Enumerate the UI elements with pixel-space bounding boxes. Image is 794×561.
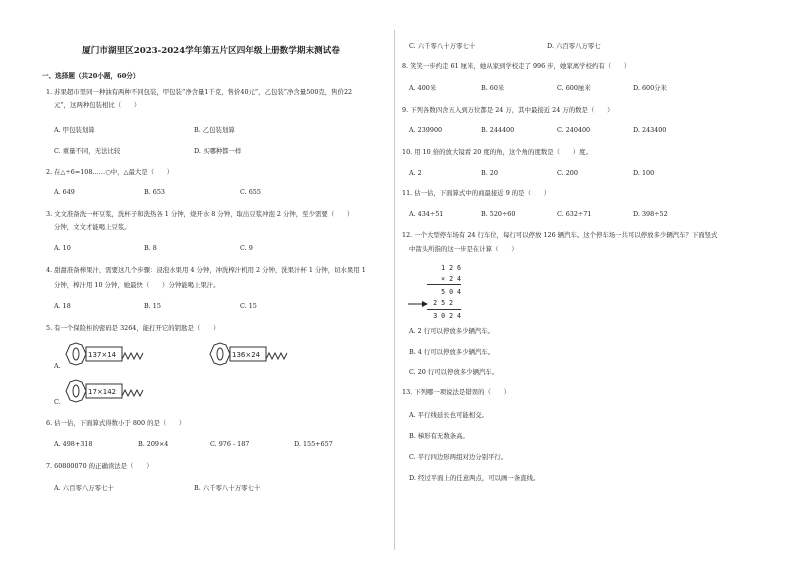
q7-option-c[interactable]: C. 六千零八十万零七十 bbox=[409, 42, 476, 50]
q6-option-b[interactable]: B. 209×4 bbox=[138, 440, 169, 448]
q1-option-a[interactable]: A. 甲包装划算 bbox=[54, 126, 95, 134]
q6-option-c[interactable]: C. 976 - 187 bbox=[210, 440, 250, 448]
q13-option-c[interactable]: C. 平行四边形两组对边分别平行。 bbox=[409, 453, 508, 461]
question-6: 6. 估一估，下面算式得数小于 800 的是（ ） bbox=[46, 419, 186, 427]
mul-row-2: × 2 4 bbox=[441, 275, 461, 283]
q12-option-c[interactable]: C. 20 行可以停放多少辆汽车。 bbox=[409, 368, 499, 376]
key-c-icon[interactable] bbox=[64, 378, 150, 404]
q9-option-a[interactable]: A. 239900 bbox=[409, 126, 443, 134]
question-11: 11. 估一估，下面算式中的商最接近 9 的是（ ） bbox=[402, 189, 551, 197]
q11-option-c[interactable]: C. 632÷71 bbox=[557, 210, 592, 218]
mul-row-4: 2 5 2 bbox=[433, 299, 453, 307]
mul-row-1: 1 2 6 bbox=[441, 264, 461, 272]
q5-option-c-label[interactable]: C. bbox=[54, 398, 61, 406]
q11-option-a[interactable]: A. 434÷51 bbox=[409, 210, 444, 218]
q12-option-a[interactable]: A. 2 行可以停放多少辆汽车。 bbox=[409, 327, 495, 335]
q6-option-a[interactable]: A. 498+318 bbox=[54, 440, 93, 448]
question-12-line-2: 中箭头所指的这一步是在计算（ ） bbox=[409, 245, 518, 253]
question-3-line-1: 3. 文文准备洗一杯豆浆，洗杯子和洗热各 1 分钟，烧开水 8 分钟，取出豆浆冲泡 2 分钟，至少需要（ ） bbox=[46, 210, 354, 218]
q8-option-b[interactable]: B. 60米 bbox=[481, 84, 505, 92]
question-3-line-2: 分钟，文文才能喝上豆浆。 bbox=[54, 223, 131, 231]
question-5: 5. 有一个保险柜的密码是 3264，能打开它的钥匙是（ ） bbox=[46, 324, 220, 332]
q7-option-d[interactable]: D. 六百零八万零七 bbox=[547, 42, 601, 50]
q1-option-c[interactable]: C. 重量不同，无法比较 bbox=[54, 147, 121, 155]
q13-option-d[interactable]: D. 经过平面上的任意两点，可以画一条直线。 bbox=[409, 474, 540, 482]
question-1-line-1: 1. 苏果超市里同一种油有两种不同包装，甲包装“净含量1千克，售价40元”，乙包装“净含量500克，售价22 bbox=[46, 88, 353, 96]
question-2: 2. 在△÷6=108……○中，△最大是（ ） bbox=[46, 168, 174, 176]
q6-option-d[interactable]: D. 155+657 bbox=[294, 440, 333, 448]
q9-option-b[interactable]: B. 244400 bbox=[481, 126, 515, 134]
q12-option-b[interactable]: B. 4 行可以停放多少辆汽车。 bbox=[409, 348, 495, 356]
q13-option-a[interactable]: A. 平行线延长也可能相交。 bbox=[409, 411, 488, 419]
question-7: 7. 60800070 的正确读法是（ ） bbox=[46, 462, 153, 470]
q8-option-d[interactable]: D. 600分米 bbox=[633, 84, 667, 92]
q3-option-c[interactable]: C. 9 bbox=[240, 244, 253, 252]
q4-option-b[interactable]: B. 15 bbox=[144, 302, 161, 310]
question-4-line-2: 分钟，榨汁用 10 分钟，她最快（ ）分钟能喝上果汁。 bbox=[54, 281, 220, 289]
exam-title: 厦门市湖里区2023-2024学年第五片区四年级上册数学期末测试卷 bbox=[82, 46, 340, 56]
mul-row-5: 3 0 2 4 bbox=[433, 312, 461, 320]
q1-option-b[interactable]: B. 乙包装划算 bbox=[194, 126, 235, 134]
q3-option-b[interactable]: B. 8 bbox=[144, 244, 157, 252]
q10-option-b[interactable]: B. 20 bbox=[481, 169, 498, 177]
vertical-multiplication bbox=[417, 262, 461, 322]
q7-option-a[interactable]: A. 六百零八万零七十 bbox=[54, 484, 114, 492]
q2-option-c[interactable]: C. 655 bbox=[240, 188, 261, 196]
mul-rule-2 bbox=[427, 309, 461, 310]
q13-option-b[interactable]: B. 梯形有无数条高。 bbox=[409, 432, 469, 440]
question-1-line-2: 元”，这两种包装相比（ ） bbox=[54, 101, 141, 109]
key-c-code: 17×142 bbox=[88, 388, 117, 396]
q3-option-a[interactable]: A. 10 bbox=[54, 244, 71, 252]
column-divider bbox=[394, 30, 395, 550]
q9-option-c[interactable]: C. 240400 bbox=[557, 126, 591, 134]
key-a-icon[interactable] bbox=[64, 341, 150, 367]
key-b-code: 136×24 bbox=[232, 351, 261, 359]
question-10: 10. 用 10 倍的放大镜看 20 度的角，这个角的度数是（ ）度。 bbox=[402, 148, 592, 156]
question-12-line-1: 12. 一个大型停车场有 24 行车位，每行可以停放 126 辆汽车。这个停车场一共可以停放多少辆汽车？下面竖式 bbox=[402, 231, 718, 239]
q8-option-c[interactable]: C. 600厘米 bbox=[557, 84, 591, 92]
q11-option-b[interactable]: B. 520÷60 bbox=[481, 210, 516, 218]
q2-option-a[interactable]: A. 649 bbox=[54, 188, 75, 196]
q10-option-a[interactable]: A. 2 bbox=[409, 169, 422, 177]
question-13: 13. 下列哪一项说法是错误的（ ） bbox=[402, 388, 511, 396]
question-9: 9. 下列各数四舍五入到万位都是 24 万，其中最接近 24 万的数是（ ） bbox=[402, 106, 614, 114]
arrow-right-icon bbox=[407, 299, 429, 309]
q10-option-c[interactable]: C. 200 bbox=[557, 169, 578, 177]
key-b-icon[interactable] bbox=[208, 341, 294, 367]
q2-option-b[interactable]: B. 653 bbox=[144, 188, 165, 196]
question-4-line-1: 4. 甜甜准备榨果汁，需要这几个步骤：浸泡水果用 4 分钟，冲洗榨汁机用 2 分钟，洗果汁杯 1 分钟，切水果用 1 bbox=[46, 266, 366, 274]
q4-option-c[interactable]: C. 15 bbox=[240, 302, 257, 310]
q4-option-a[interactable]: A. 18 bbox=[54, 302, 71, 310]
question-8: 8. 笑笑一步约走 61 厘米，她从家到学校走了 996 步，她家离学校约有（ ） bbox=[402, 62, 631, 70]
key-a-code: 137×14 bbox=[88, 351, 117, 359]
section-heading: 一、选择题（共20小题，60分） bbox=[42, 72, 140, 80]
q5-option-a-label[interactable]: A. bbox=[54, 362, 61, 370]
mul-rule-1 bbox=[427, 284, 461, 285]
q8-option-a[interactable]: A. 400米 bbox=[409, 84, 437, 92]
q7-option-b[interactable]: B. 六千零八十万零七十 bbox=[194, 484, 261, 492]
q9-option-d[interactable]: D. 243400 bbox=[633, 126, 667, 134]
mul-row-3: 5 0 4 bbox=[441, 288, 461, 296]
q1-option-d[interactable]: D. 买哪种都一样 bbox=[194, 147, 242, 155]
q10-option-d[interactable]: D. 100 bbox=[633, 169, 655, 177]
q11-option-d[interactable]: D. 398÷52 bbox=[633, 210, 668, 218]
